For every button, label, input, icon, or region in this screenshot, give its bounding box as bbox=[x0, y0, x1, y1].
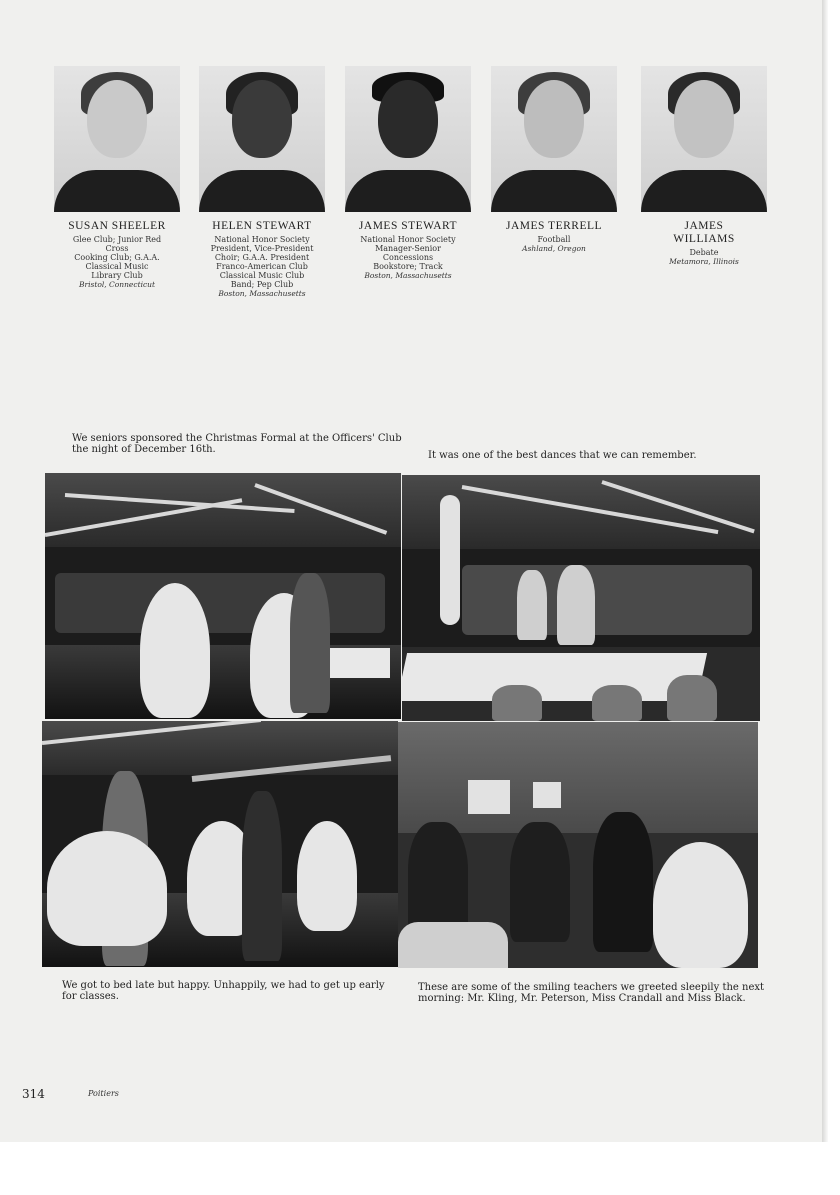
student-activities: National Honor Society Manager-Senior Concessions Bookstore; Track Boston, Massachusetts bbox=[344, 235, 472, 280]
dance-photo-waltz bbox=[42, 721, 398, 967]
student-name: JAMES WILLIAMS bbox=[673, 220, 735, 245]
portrait-photo-4 bbox=[491, 66, 617, 212]
student-activities: National Honor Society President, Vice-President Choir; G.A.A. President Franco-American Club Classical Music Club Band; Pep Club Boston, Massachusetts bbox=[198, 235, 326, 298]
student-hometown: Metamora, Illinois bbox=[669, 257, 739, 266]
caption-christmas-formal: We seniors sponsored the Christmas Formal at the Officers' Club the night of December 16th. bbox=[72, 433, 402, 455]
portrait-card-4 bbox=[490, 66, 618, 253]
student-hometown: Boston, Massachusetts bbox=[218, 289, 306, 298]
caption-smiling-teachers: These are some of the smiling teachers we greeted sleepily the next morning: Mr. Kling, Mr. Peterson, Miss Crandall and Miss Black. bbox=[418, 982, 765, 1004]
portrait-photo-5 bbox=[641, 66, 767, 212]
student-name: HELEN STEWART bbox=[212, 220, 312, 232]
dance-photo-teachers bbox=[398, 722, 758, 968]
portrait-card-5 bbox=[640, 66, 768, 266]
student-name: JAMES TERRELL bbox=[505, 220, 603, 232]
page-edge bbox=[822, 0, 828, 1142]
dance-photo-tables bbox=[402, 475, 760, 721]
student-name: JAMES STEWART bbox=[358, 220, 458, 232]
student-hometown: Bristol, Connecticut bbox=[78, 280, 156, 289]
student-hometown: Ashland, Oregon bbox=[522, 244, 586, 253]
caption-bed-late: We got to bed late but happy. Unhappily, we had to get up early for classes. bbox=[62, 980, 385, 1002]
student-activities: Football Ashland, Oregon bbox=[490, 235, 618, 253]
student-activities: Debate Metamora, Illinois bbox=[640, 248, 768, 266]
portrait-card-1 bbox=[53, 66, 181, 289]
student-activities: Glee Club; Junior Red Cross Cooking Club; G.A.A. Classical Music Library Club Bristol, Connecticut bbox=[53, 235, 181, 289]
portrait-card-2 bbox=[198, 66, 326, 298]
caption-best-dances: It was one of the best dances that we can remember. bbox=[428, 450, 697, 461]
dance-photo-couples bbox=[45, 473, 401, 719]
portrait-photo-3 bbox=[345, 66, 471, 212]
portrait-card-3 bbox=[344, 66, 472, 280]
portrait-photo-2 bbox=[199, 66, 325, 212]
portrait-photo-1 bbox=[54, 66, 180, 212]
section-name: Poitiers bbox=[88, 1089, 119, 1098]
student-hometown: Boston, Massachusetts bbox=[364, 271, 452, 280]
student-name: SUSAN SHEELER bbox=[68, 220, 166, 232]
page-number: 314 bbox=[22, 1087, 45, 1101]
